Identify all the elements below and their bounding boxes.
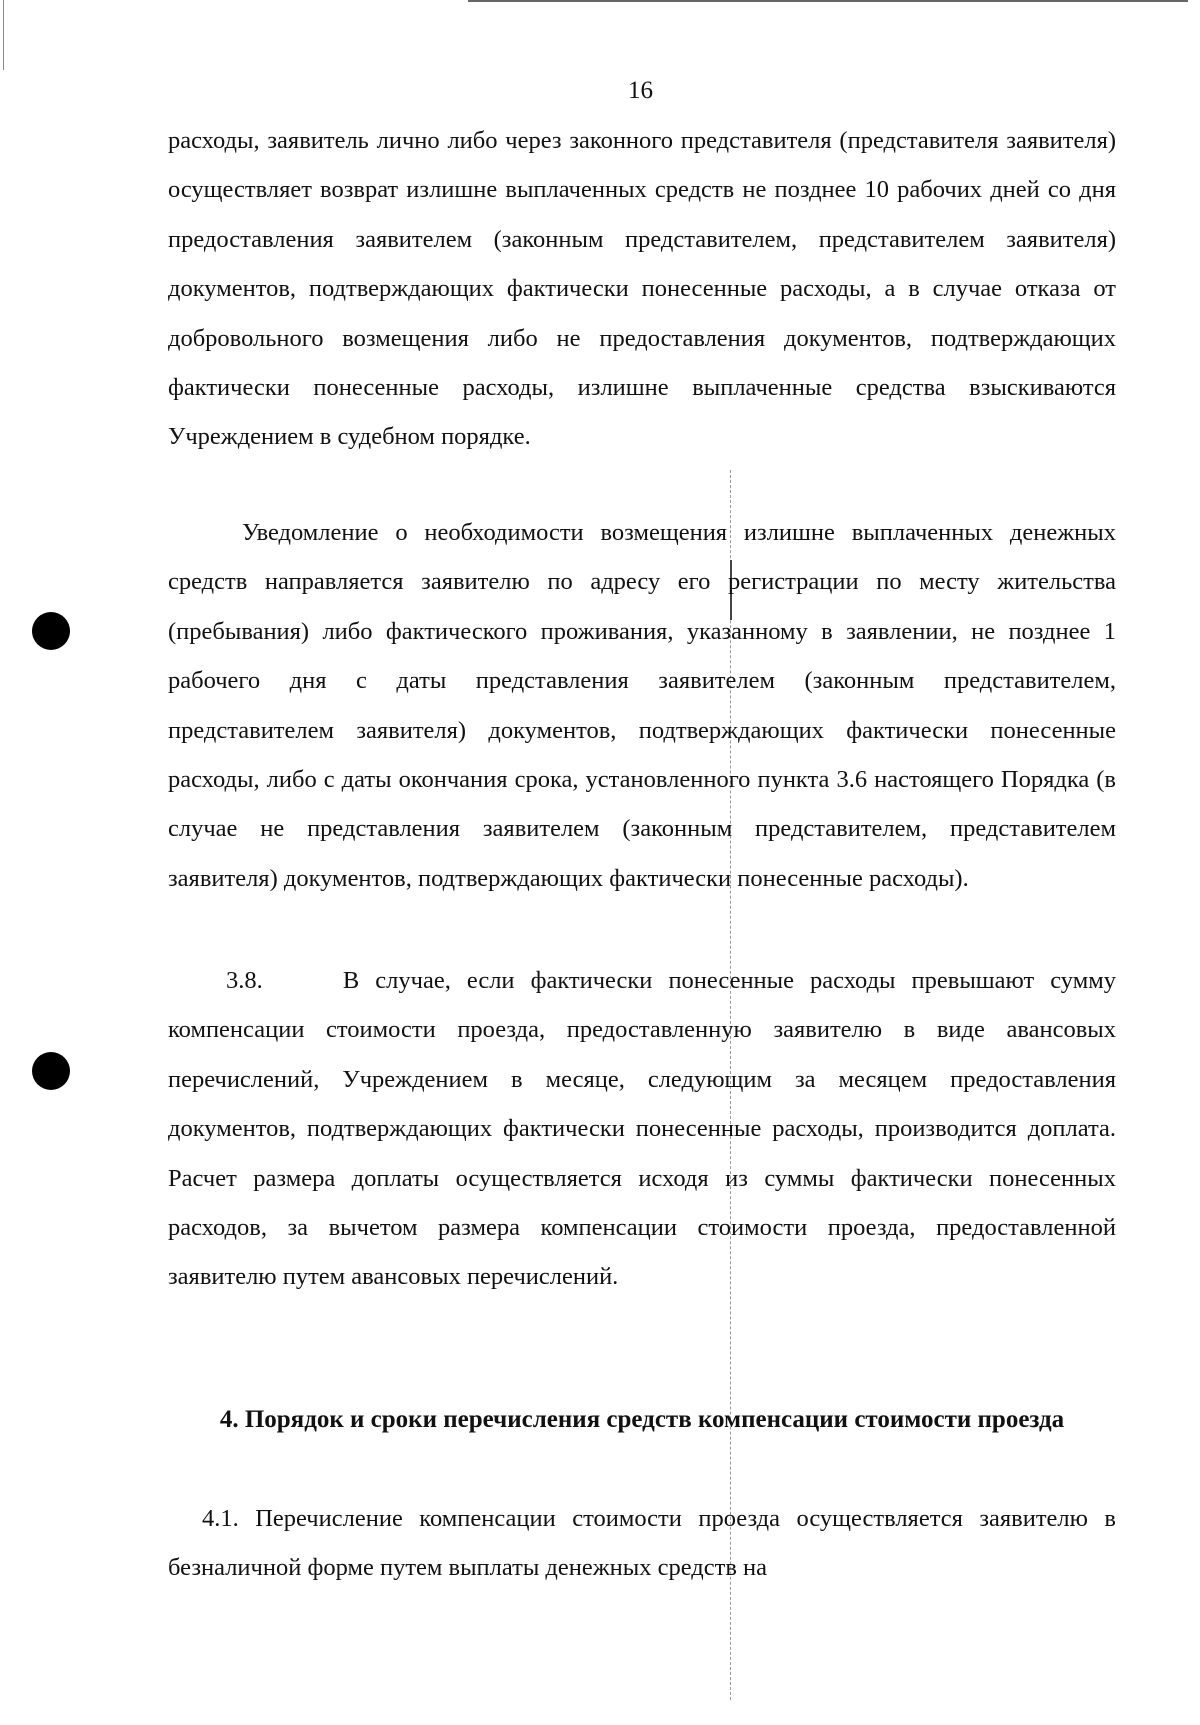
paragraph-clause-3-8 bbox=[168, 956, 1123, 1302]
scan-left-edge bbox=[3, 0, 4, 70]
scan-top-rule bbox=[468, 0, 1188, 2]
paragraph-notification bbox=[168, 508, 1116, 903]
paragraph-clause-4-1 bbox=[168, 1494, 1116, 1593]
paragraph-text: расходы, заявитель лично либо через законного представителя (представителя заявителя) осуществляет возврат излишне выплаченных средств не позднее 10 рабочих дней со дня предоставления заявителем (законным представителем, представителем заявителя) документов, подтверждающих фактически понесенные расходы, а в случае отказа от добровольного возмещения либо не предоставления документов, подтверждающих фактически понесенные расходы, излишне выплаченные средства взыскиваются Учреждением в судебном порядке. bbox=[168, 127, 1116, 451]
paragraph-text: 4.1. Перечисление компенсации стоимости проезда осуществляется заявителю в безналичной форме путем выплаты денежных средств на bbox=[168, 1505, 1116, 1582]
punch-hole-lower bbox=[32, 1052, 70, 1090]
paragraph-text: Уведомление о необходимости возмещения излишне выплаченных денежных средств направляется заявителю по адресу его регистрации по месту жительства (пребывания) либо фактического проживания, указанному в заявлении, не позднее 1 рабочего дня с даты представления заявителем (законным представителем, представителем заявителя) документов, подтверждающих фактически понесенные расходы, либо с даты окончания срока, установленного пункта 3.6 настоящего Порядка (в случае не представления заявителем (законным представителем, представителем заявителя) документов, подтверждающих фактически понесенные расходы). bbox=[168, 519, 1116, 892]
section-heading: 4. Порядок и сроки перечисления средств компенсации стоимости проезда bbox=[219, 1406, 1065, 1433]
punch-hole-upper bbox=[32, 612, 70, 650]
paragraph-text: 3.8. В случае, если фактически понесенные расходы превышают сумму компенсации стоимости проезда, предоставленную заявителю в виде авансовых перечислений, Учреждением в месяце, следующим за месяцем предоставления документов, подтверждающих фактически понесенные расходы, производится доплата. Расчет размера доплаты осуществляется исходя из суммы фактически понесенных расходов, за вычетом размера компенсации стоимости проезда, предоставленной заявителю путем авансовых перечислений. bbox=[168, 967, 1123, 1291]
paragraph-continuation bbox=[168, 116, 1116, 462]
page-number: 16 bbox=[628, 77, 653, 104]
